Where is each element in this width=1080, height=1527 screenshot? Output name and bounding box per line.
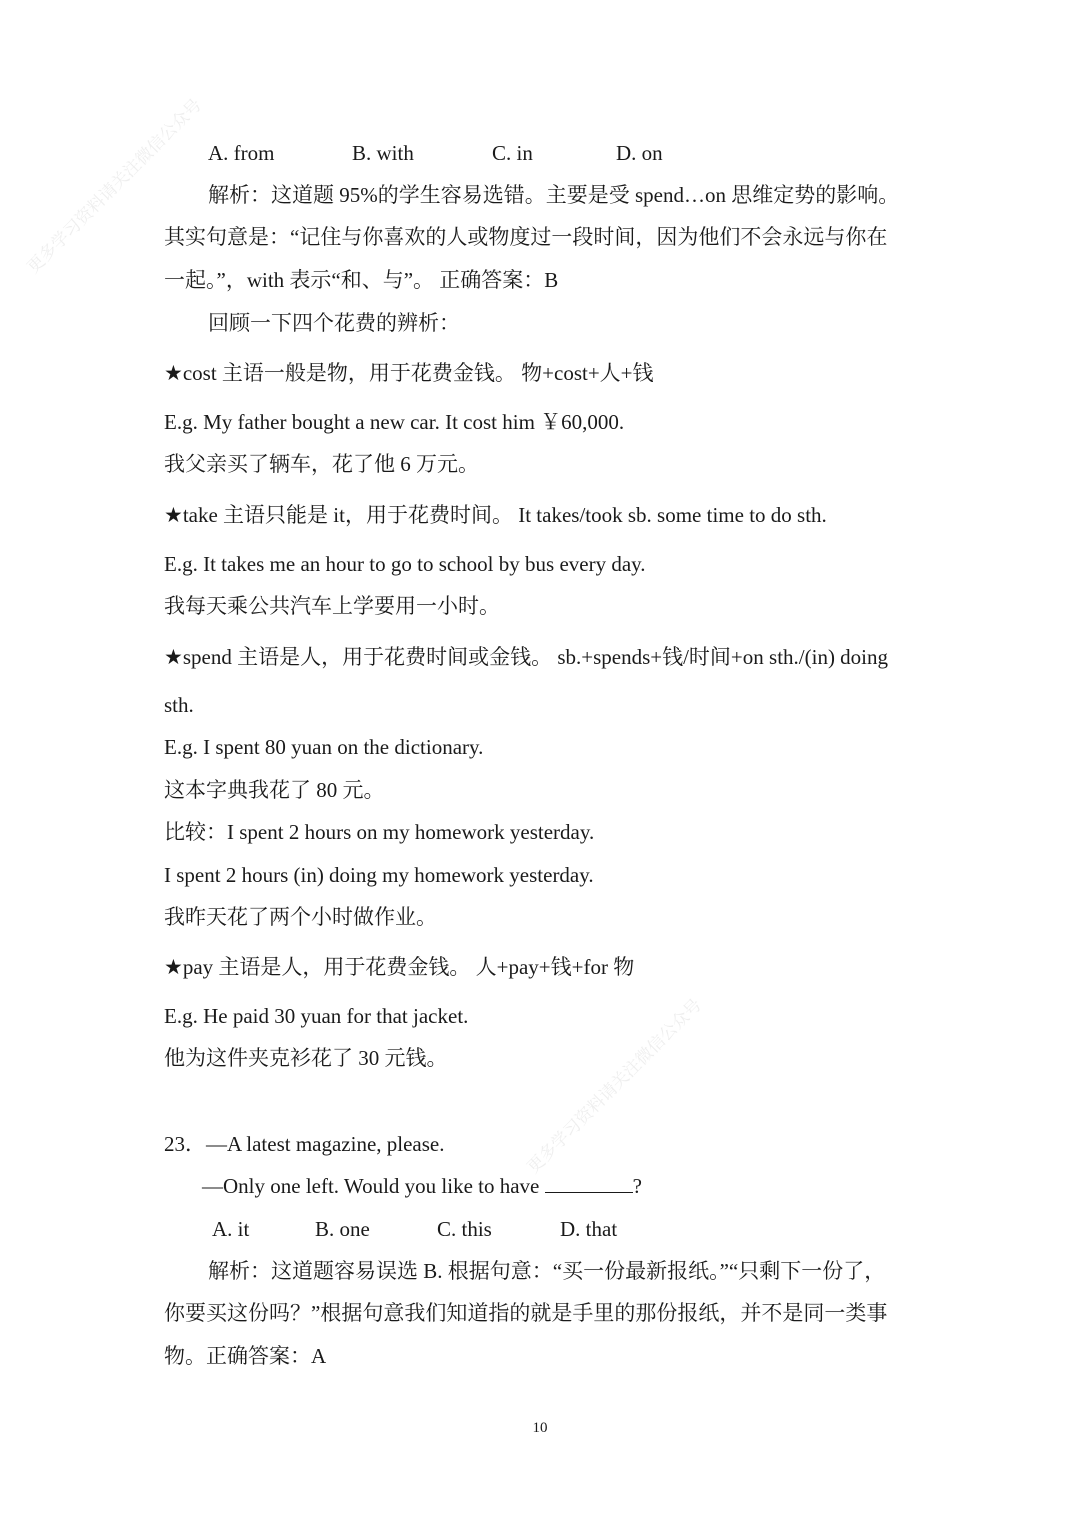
q22-option-b: B. with <box>352 141 414 165</box>
q22-option-a: A. from <box>208 141 275 165</box>
pay-translation: 他为这件夹克衫花了 30 元钱。 <box>164 1046 448 1070</box>
take-translation: 我每天乘公共汽车上学要用一小时。 <box>164 594 500 618</box>
spend-compare1: 比较：I spent 2 hours on my homework yesterday. <box>164 820 595 844</box>
q22-analysis-line3: 一起。”，with 表示“和、与”。 正确答案：B <box>164 268 559 292</box>
spend-rule-cont: sth. <box>164 693 194 717</box>
q23-analysis-line1: 解析：这道题容易误选 B. 根据句意：“买一份最新报纸。”“只剩下一份了， <box>208 1259 886 1283</box>
cost-rule: ★cost 主语一般是物，用于花费金钱。 物+cost+人+钱 <box>164 361 654 385</box>
spend-translation: 这本字典我花了 80 元。 <box>164 778 385 802</box>
spend-example: E.g. I spent 80 yuan on the dictionary. <box>164 735 484 759</box>
pay-rule: ★pay 主语是人，用于花费金钱。 人+pay+钱+for 物 <box>164 955 635 979</box>
q23-reply-suffix: ? <box>632 1174 642 1198</box>
cost-example: E.g. My father bought a new car. It cost him ￥60,000. <box>164 410 625 434</box>
q23-analysis-line3: 物。正确答案：A <box>164 1344 327 1368</box>
q23-option-b: B. one <box>315 1217 370 1241</box>
cost-translation: 我父亲买了辆车，花了他 6 万元。 <box>164 452 479 476</box>
q23-reply-prefix: —Only one left. Would you like to have <box>202 1174 545 1198</box>
q23-reply <box>202 1172 642 1200</box>
spend-compare2: I spent 2 hours (in) doing my homework yesterday. <box>164 863 594 887</box>
q23-answer-blank <box>545 1172 633 1193</box>
q23-question: 23．—A latest magazine, please. <box>164 1132 445 1156</box>
q23-option-d: D. that <box>560 1217 618 1241</box>
q22-option-c: C. in <box>492 141 533 165</box>
spend-compare-translation: 我昨天花了两个小时做作业。 <box>164 905 437 929</box>
q23-analysis-line2: 你要买这份吗？”根据句意我们知道指的就是手里的那份报纸，并不是同一类事 <box>164 1301 888 1325</box>
q22-analysis-line2: 其实句意是：“记住与你喜欢的人或物度过一段时间，因为他们不会永远与你在 <box>164 225 888 249</box>
q23-option-c: C. this <box>437 1217 492 1241</box>
pay-example: E.g. He paid 30 yuan for that jacket. <box>164 1004 469 1028</box>
spend-rule: ★spend 主语是人，用于花费时间或金钱。 sb.+spends+钱/时间+on sth./(in) doing <box>164 645 889 669</box>
take-example: E.g. It takes me an hour to go to school by bus every day. <box>164 552 646 576</box>
take-rule: ★take 主语只能是 it，用于花费时间。 It takes/took sb. some time to do sth. <box>164 503 827 527</box>
q22-analysis-line1: 解析：这道题 95%的学生容易选错。主要是受 spend…on 思维定势的影响。 <box>208 183 900 207</box>
q22-option-d: D. on <box>616 141 663 165</box>
q23-option-a: A. it <box>212 1217 250 1241</box>
review-intro: 回顾一下四个花费的辨析： <box>208 311 460 335</box>
page-number: 10 <box>532 1420 548 1436</box>
